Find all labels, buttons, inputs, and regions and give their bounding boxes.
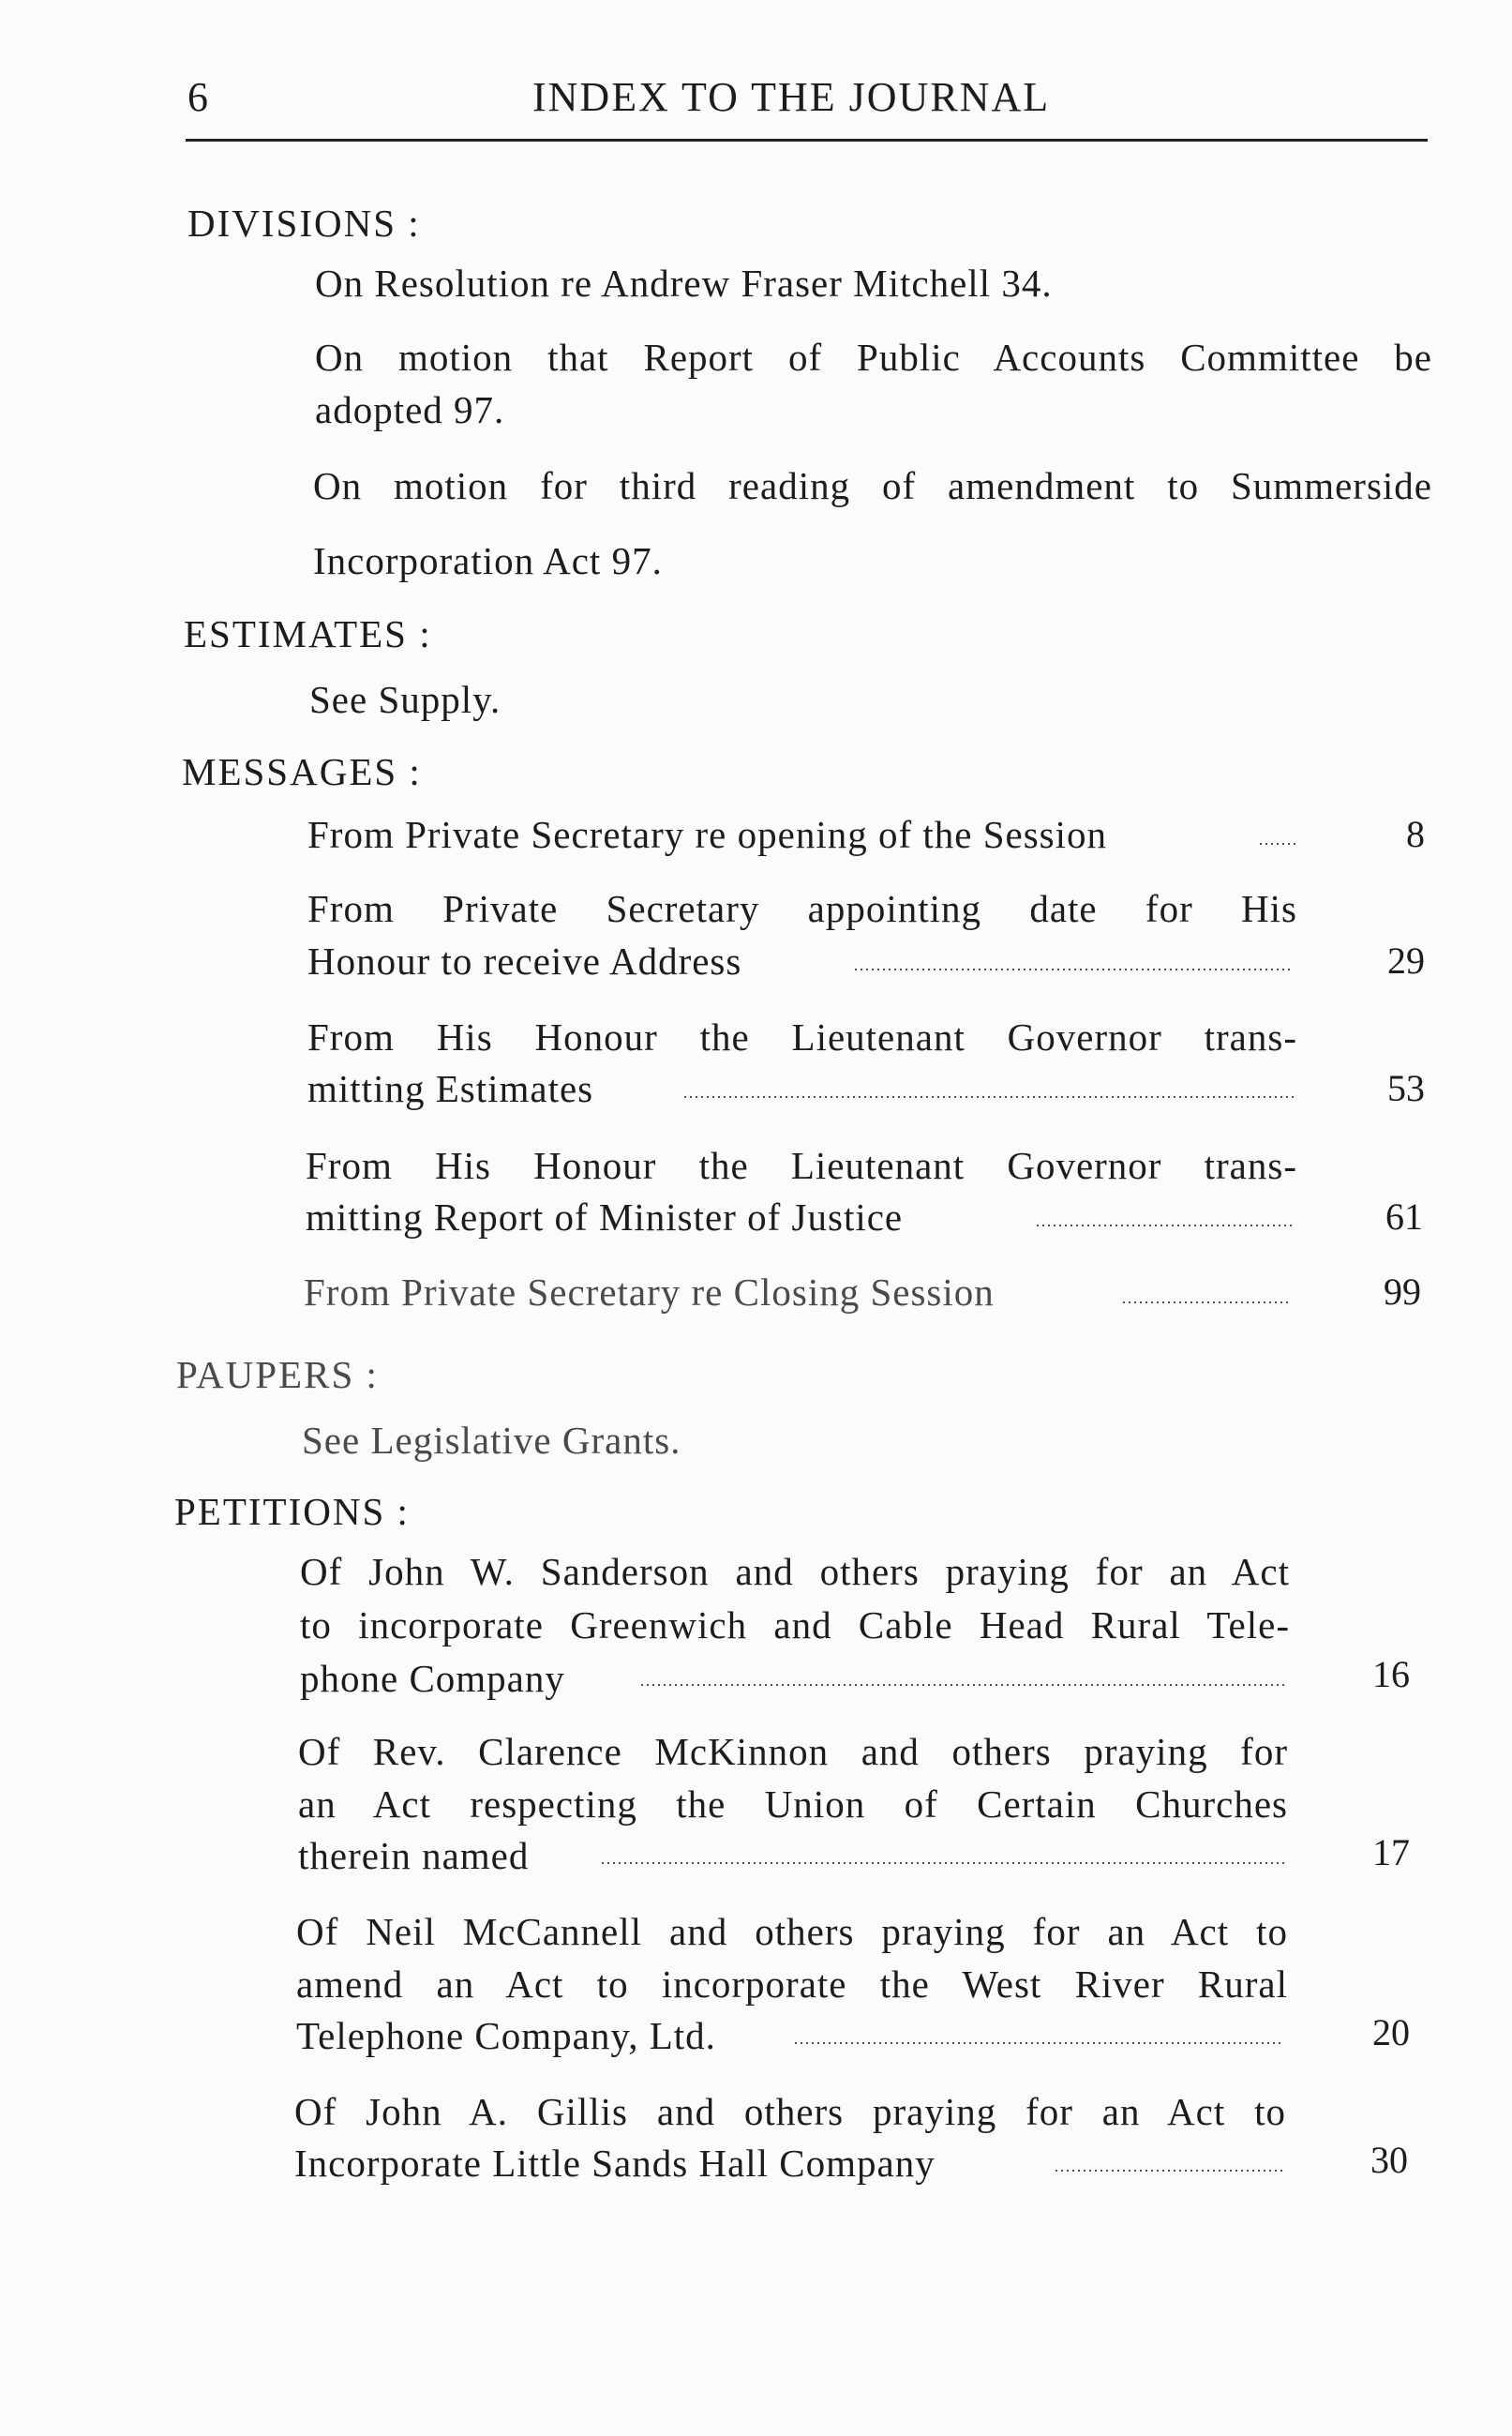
index-entry-line: From His Honour the Lieutenant Governor trans- bbox=[306, 1144, 1297, 1187]
section-heading-estimates: ESTIMATES : bbox=[184, 612, 432, 655]
index-entry-line: See Supply. bbox=[309, 678, 502, 721]
index-entry-line: See Legislative Grants. bbox=[302, 1419, 681, 1462]
index-entry-line: Honour to receive Address bbox=[307, 940, 742, 983]
dot-leader bbox=[1258, 843, 1295, 845]
index-entry-line: phone Company bbox=[300, 1657, 565, 1700]
dot-leader bbox=[682, 1096, 1294, 1098]
index-entry-line: Of Neil McCannell and others praying for an Act to bbox=[296, 1910, 1288, 1953]
running-title: INDEX TO THE JOURNAL bbox=[532, 74, 1051, 120]
index-entry-line: Telephone Company, Ltd. bbox=[296, 2014, 716, 2057]
index-entry-line: From Private Secretary re opening of the Session bbox=[307, 813, 1108, 856]
index-entry-line: adopted 97. bbox=[315, 388, 505, 431]
index-entry-line: to incorporate Greenwich and Cable Head Rural Tele- bbox=[300, 1603, 1290, 1647]
index-entry-line: From Private Secretary appointing date for His bbox=[307, 887, 1297, 930]
index-entry-line: mitting Report of Minister of Justice bbox=[306, 1195, 904, 1239]
dot-leader bbox=[853, 969, 1294, 970]
page-reference: 53 bbox=[1387, 1067, 1425, 1109]
dot-leader bbox=[1121, 1301, 1292, 1303]
page-reference: 99 bbox=[1384, 1271, 1421, 1313]
section-heading-divisions: DIVISIONS : bbox=[187, 202, 421, 245]
section-heading-paupers: PAUPERS : bbox=[176, 1353, 379, 1396]
page-reference: 29 bbox=[1387, 940, 1425, 982]
index-entry-line: On motion for third reading of amendment to Summerside bbox=[313, 464, 1432, 507]
index-entry-line: On Resolution re Andrew Fraser Mitchell 34. bbox=[315, 262, 1053, 305]
index-entry-line: Of Rev. Clarence McKinnon and others praying for bbox=[298, 1730, 1288, 1773]
page-reference: 20 bbox=[1372, 2011, 1410, 2053]
page-reference: 30 bbox=[1370, 2139, 1408, 2181]
index-entry-line: an Act respecting the Union of Certain Churches bbox=[298, 1782, 1288, 1826]
dot-leader bbox=[600, 1862, 1284, 1864]
page-reference: 8 bbox=[1406, 813, 1425, 855]
index-entry-line: amend an Act to incorporate the West River Rural bbox=[296, 1962, 1288, 2006]
index-entry-line: From His Honour the Lieutenant Governor trans- bbox=[307, 1015, 1297, 1059]
page-number: 6 bbox=[187, 74, 210, 120]
section-heading-messages: MESSAGES : bbox=[182, 750, 422, 793]
index-entry-line: Incorporation Act 97. bbox=[313, 539, 663, 582]
index-entry-line: Incorporate Little Sands Hall Company bbox=[294, 2142, 936, 2185]
index-entry-line: On motion that Report of Public Accounts Committee be bbox=[315, 336, 1432, 379]
dot-leader bbox=[793, 2042, 1282, 2044]
page-header bbox=[187, 73, 1425, 126]
index-entry-line: From Private Secretary re Closing Session bbox=[304, 1271, 995, 1314]
header-rule bbox=[186, 139, 1428, 142]
index-entry-line: mitting Estimates bbox=[307, 1067, 594, 1110]
page-reference: 16 bbox=[1372, 1653, 1410, 1695]
dot-leader bbox=[1054, 2170, 1282, 2172]
index-entry-line: Of John A. Gillis and others praying for an Act to bbox=[294, 2090, 1286, 2133]
section-heading-petitions: PETITIONS : bbox=[174, 1490, 410, 1533]
index-entry-line: therein named bbox=[298, 1834, 530, 1877]
dot-leader bbox=[639, 1684, 1286, 1686]
index-entry-line: Of John W. Sanderson and others praying for an Act bbox=[300, 1550, 1290, 1593]
dot-leader bbox=[1035, 1225, 1292, 1226]
page-reference: 61 bbox=[1385, 1195, 1423, 1238]
page-reference: 17 bbox=[1372, 1831, 1410, 1873]
